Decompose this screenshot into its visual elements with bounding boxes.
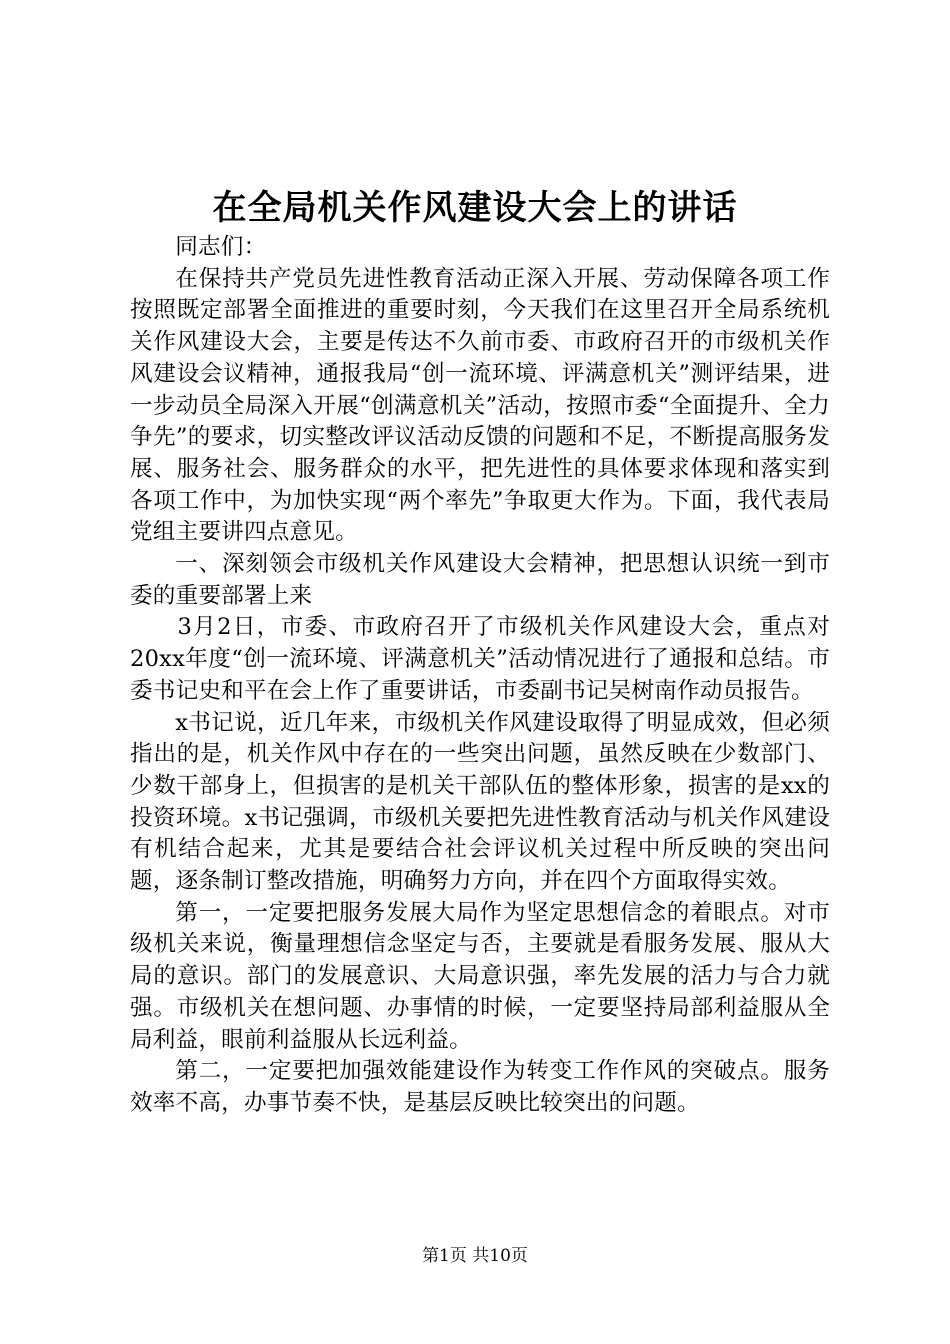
document-body (130, 232, 830, 1120)
document-title: 在全局机关作风建设大会上的讲话 (212, 188, 738, 228)
salutation-paragraph: 同志们： (175, 234, 267, 260)
point-one-paragraph: 第一，一定要把服务发展大局作为坚定思想信念的着眼点。对市级机关来说，衡量理想信念坚定与否，主要就是看服务发展、服从大局的意识。部门的发展意识、大局意识强，率先发展的活力与合力就强。市级机关在想问题、办事情的时候，一定要坚持局部利益服从全局利益，眼前利益服从长远利益。 (130, 899, 830, 1053)
intro-paragraph: 在保持共产党员先进性教育活动正深入开展、劳动保障各项工作按照既定部署全面推进的重要时刻，今天我们在这里召开全局系统机关作风建设大会，主要是传达不久前市委、市政府召开的市级机关作风建设会议精神，通报我局“创一流环境、评满意机关”测评结果，进一步动员全局深入开展“创满意机关”活动，按照市委“全面提升、全力争先”的要求，切实整改评议活动反馈的问题和不足，不断提高服务发展、服务社会、服务群众的水平，把先进性的具体要求体现和落实到各项工作中，为加快实现“两个率先”争取更大作为。下面，我代表局党组主要讲四点意见。 (130, 265, 830, 546)
point-two-paragraph: 第二，一定要把加强效能建设作为转变工作作风的突破点。服务效率不高，办事节奏不快，是基层反映比较突出的问题。 (130, 1058, 830, 1116)
secretary-remarks-paragraph: x书记说，近几年来，市级机关作风建设取得了明显成效，但必须指出的是，机关作风中存在的一些突出问题，虽然反映在少数部门、少数干部身上，但损害的是机关干部队伍的整体形象，损害的是xx的投资环境。x书记强调，市级机关要把先进性教育活动与机关作风建设有机结合起来，尤其是要结合社会评议机关过程中所反映的突出问题，逐条制订整改措施，明确努力方向，并在四个方面取得实效。 (130, 709, 830, 895)
meeting-paragraph: 3月2日，市委、市政府召开了市级机关作风建设大会，重点对20xx年度“创一流环境、评满意机关”活动情况进行了通报和总结。市委书记史和平在会上作了重要讲话，市委副书记吴树南作动员报告。 (130, 614, 830, 704)
page-number-footer: 第1页 共10页 (422, 1246, 528, 1266)
section-heading-1: 一、深刻领会市级机关作风建设大会精神，把思想认识统一到市委的重要部署上来 (130, 551, 830, 609)
